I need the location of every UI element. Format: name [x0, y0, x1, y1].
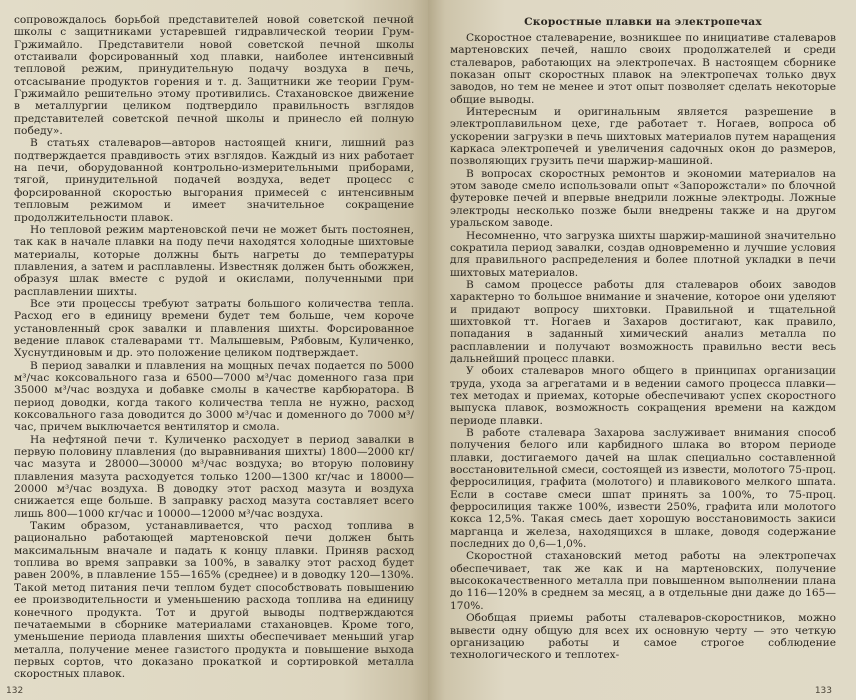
paragraph: В работе сталевара Захарова заслуживает внимания способ получения белого или карбидного шлака во втором периоде плавки, достигаемого дачей на шлак специально составленной восстановительной смеси, состоящей из извести, молотого 75-проц. ферросилиция, графита (молотого) и плавикового мелкого шпата. Если в составе смеси шпат принять за 100%, то 75-проц. ферросилиция также 100%, извести 250%, графита или молотого кокса 12,5%. Такая смесь дает хорошую восстановимость закиси марганца и железа, находящихся в шлаке, доводя содержание последних до 0,6—1,0%. — [450, 427, 836, 551]
right-page-text — [450, 32, 836, 662]
paragraph: Таким образом, устанавливается, что расход топлива в рационально работающей мартеновской печи должен быть максимальным вначале и падать к концу плавки. Приняв расход топлива во время заправки за 100%, в завалку этот расход будет равен 200%, в плавление 155—165% (среднее) и в доводку 120—130%. Такой метод питания печи теплом будет способствовать повышению ее производительности и уменьшению расхода топлива на единицу конечного продукта. Тот и другой выводы подтверждаются печатаемыми в сборнике материалами стахановцев. Кроме того, уменьшение периода плавления шихты обеспечивает меньший угар металла, получение менее газистого продукта и повышение выхода первых сортов, что доказано прокаткой и сортировкой металла скоростных плавок. — [14, 520, 414, 681]
page-number: 132 — [6, 686, 24, 696]
left-page-text — [14, 14, 414, 681]
paragraph: На нефтяной печи т. Куличенко расходует в период завалки в первую половину плавления (до выравнивания шихты) 1800—2000 кг/час мазута и 28000—30000 м³/час воздуха; во вторую половину плавления мазута расходуется только 1200—1300 кг/час и 18000—20000 м³/час воздуха. В доводку этот расход мазута и воздуха снижается еще больше. В заправку расход мазута составляет всего лишь 800—1000 кг/час и 10000—12000 м³/час воздуха. — [14, 433, 414, 520]
paragraph: сопровождалось борьбой представителей новой советской печной школы с защитниками устаревшей гидравлической теории Грум-Гржимайло. Представители новой советской печной школы отстаивали форсированный ход плавки, наиболее интенсивный тепловой режим, принудительную подачу воздуха в печь, отсасывание продуктов горения и т. д. Защитники же теории Грум-Гржимайло решительно этому противились. Стахановское движение в металлургии целиком подтвердило правильность взглядов представителей советской печной школы и принесло ей полную победу». — [14, 14, 414, 138]
paragraph: В статьях сталеваров—авторов настоящей книги, лишний раз подтверждается правдивость этих взглядов. Каждый из них работает на печи, оборудованной контрольно-измерительными приборами, тягой, принудительной подачей воздуха, ведет процесс с форсированной скоростью выгорания примесей с интенсивным тепловым режимом и имеет значительное сокращение продолжительности плавок. — [14, 137, 414, 224]
paragraph: В самом процессе работы для сталеваров обоих заводов характерно то большое внимание и значение, которое они уделяют и придают вопросу шихтовки. Правильной и тщательной шихтовкой тт. Ногаев и Захаров достигают, как правило, попадания в заданный химический анализ металла по расплавлении и получают возможность правильно вести весь дальнейший процесс плавки. — [450, 278, 836, 365]
paragraph: Интересным и оригинальным является разрешение в электроплавильном цехе, где работает т. Ногаев, вопроса об ускорении загрузки в печь шихтовых материалов путем наращения каркаса электропечей и увеличения садочных окон до размеров, позволяющих грузить печи шаржир-машиной. — [450, 106, 836, 168]
paragraph: Скоростное сталеварение, возникшее по инициативе сталеваров мартеновских печей, нашло своих продолжателей и среди сталеваров, работающих на электропечах. В настоящем сборнике показан опыт скоростных плавок на электропечах только двух заводов, но тем не менее и этот опыт позволяет сделать некоторые общие выводы. — [450, 32, 836, 106]
paragraph: Все эти процессы требуют затраты большого количества тепла. Расход его в единицу времени будет тем больше, чем короче установленный срок завалки и плавления шихты. Форсированное ведение плавок сталеварами тт. Малышевым, Рябовым, Куличенко, Хуснутдиновым и др. это положение целиком подтверждает. — [14, 297, 414, 360]
paragraph: Но тепловой режим мартеновской печи не может быть постоянен, так как в начале плавки на поду печи находятся холодные шихтовые материалы, которые должны быть нагреты до температуры плавления, а затем и расплавлены. Известняк должен быть обожжен, образуя шлак вместе с рудой и окислами, полученными при расплавлении шихты. — [14, 223, 414, 298]
paragraph: В вопросах скоростных ремонтов и экономии материалов на этом заводе смело использовали опыт «Запорожстали» по блочной футеровке печей и впервые внедрили ложные электроды. Ложные электроды несколько позже были внедрены также и на другом уральском заводе. — [450, 167, 836, 230]
paragraph: У обоих сталеваров много общего в принципах организации труда, ухода за агрегатами и в ведении самого процесса плавки—тех методах и приемах, которые обеспечивают успех скоростного выпуска плавок, возможность сокращения времени на каждом периоде плавки. — [450, 365, 836, 427]
paragraph: Скоростной стахановский метод работы на электропечах обеспечивает, так же как и на мартеновских, получение высококачественного металла при повышенном выполнении плана до 116—120% в среднем за месяц, а в отдельные дни даже до 165—170%. — [450, 550, 836, 612]
page-number: 133 — [814, 686, 832, 696]
paragraph: В период завалки и плавления на мощных печах подается по 5000 м³/час коксовального газа и 6500—7000 м³/час доменного газа при 35000 м³/час воздуха и добавке смолы в качестве карбюратора. В период доводки, когда такого количества тепла не нужно, расход коксовального газа доводится до 3000 м³/час и доменного до 7000 м³/час, причем выключается вентилятор и смола. — [14, 359, 414, 434]
paragraph: Обобщая приемы работы сталеваров-скоростников, можно вывести одну общую для всех их основную черту — это четкую организацию работы и самое строгое соблюдение технологического и теплотех- — [450, 612, 836, 662]
right-page — [428, 0, 856, 700]
section-heading: Скоростные плавки на электропечах — [524, 16, 762, 28]
paragraph: Несомненно, что загрузка шихты шаржир-машиной значительно сократила период завалки, создав одновременно и лучшие условия для правильного распределения и более плотной укладки в печи шихтовых материалов. — [450, 229, 836, 279]
